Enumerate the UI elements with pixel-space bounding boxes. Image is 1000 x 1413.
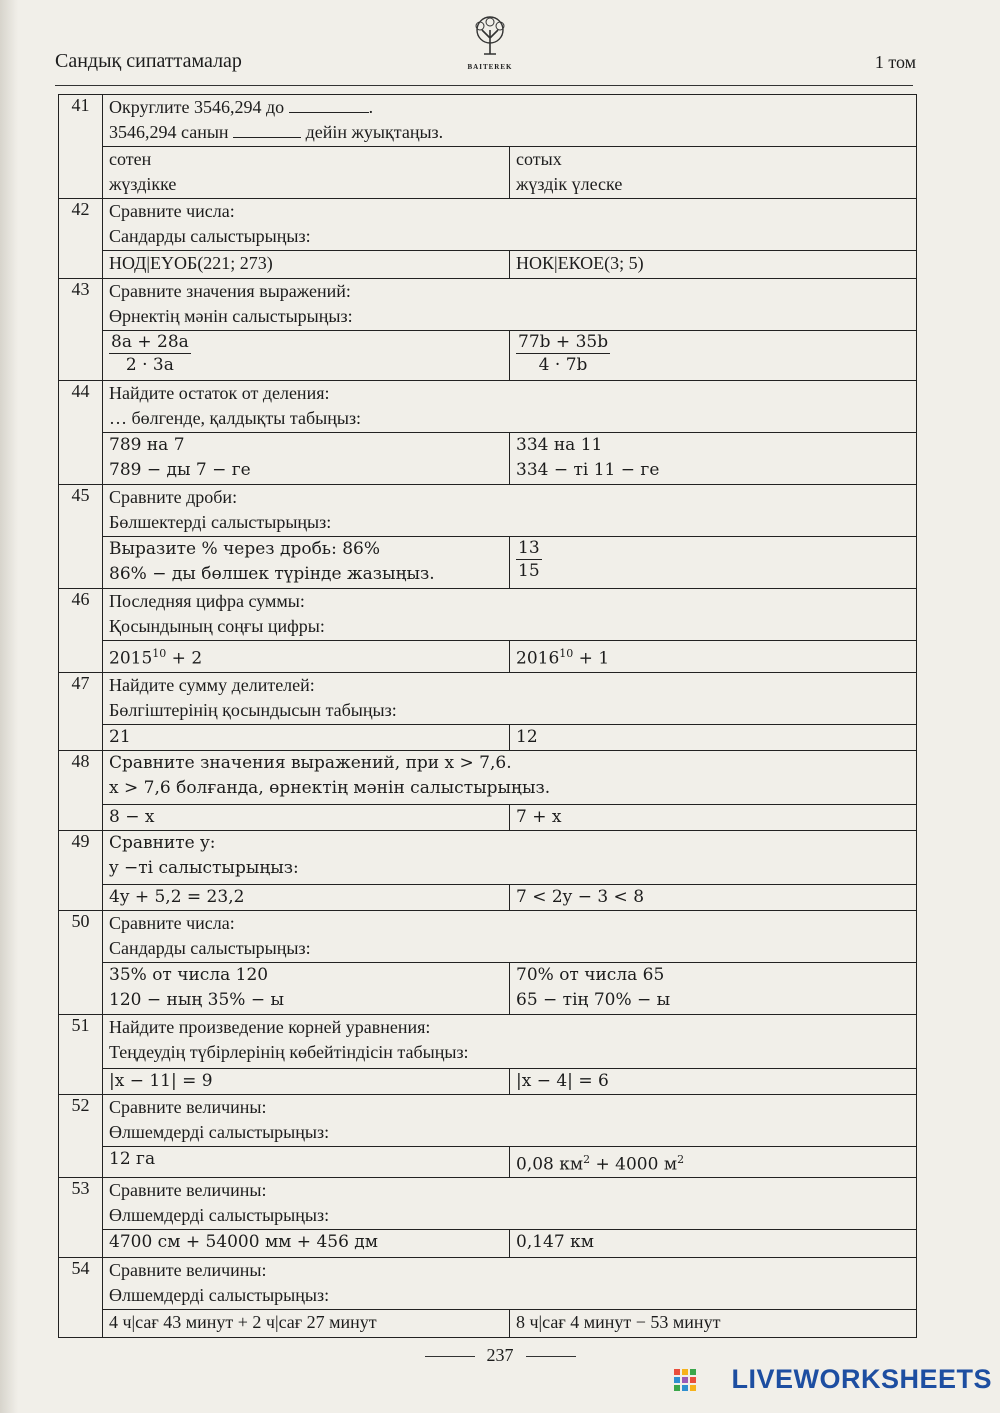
option-text: 86% − ды бөлшек түрінде жазыңыз. <box>109 564 435 584</box>
task-number: 50 <box>59 910 103 1014</box>
task-question <box>103 95 917 147</box>
question-text: … бөлгенде, қалдықты табыңыз: <box>109 408 362 428</box>
task-row <box>59 750 917 804</box>
task-options <box>59 1146 917 1178</box>
question-text: Сравните величины: <box>109 1180 267 1201</box>
task-question <box>103 1178 917 1230</box>
question-text: Өлшемдерді салыстырыңыз: <box>109 1285 330 1306</box>
answer-blank[interactable] <box>233 137 301 138</box>
task-row <box>59 830 917 884</box>
option-right: НОК|ЕКОЕ(3; 5) <box>510 251 917 279</box>
option-right <box>510 962 917 1014</box>
option-right <box>510 433 917 485</box>
task-number: 52 <box>59 1094 103 1178</box>
option-right <box>510 641 917 673</box>
task-options <box>59 433 917 485</box>
task-question <box>103 1258 917 1310</box>
exponent: 2 <box>583 1152 591 1166</box>
question-text: Өлшемдерді салыстырыңыз: <box>109 1205 330 1226</box>
task-row <box>59 1094 917 1146</box>
fraction <box>516 537 542 582</box>
task-question <box>103 910 917 962</box>
option-right: 8 ч|сағ 4 минут − 53 минут <box>510 1310 917 1338</box>
denominator: 2 · 3a <box>125 355 174 375</box>
option-left: |x − 11| = 9 <box>103 1068 510 1094</box>
task-options <box>59 724 917 750</box>
question-text: 3546,294 санын <box>109 122 229 142</box>
task-row <box>59 1014 917 1068</box>
task-options <box>59 804 917 830</box>
option-left: 21 <box>103 724 510 750</box>
task-options <box>59 1230 917 1258</box>
question-text: Найдите произведение корней уравнения: <box>109 1016 431 1037</box>
volume-label: 1 том <box>874 52 916 72</box>
option-text: сотых <box>516 149 562 169</box>
numerator: 77b + 35b <box>518 332 609 352</box>
option-text: 65 − тің 70% − ы <box>516 989 671 1010</box>
option-left <box>103 962 510 1014</box>
option-left: 4 ч|сағ 43 минут + 2 ч|сағ 27 минут <box>103 1310 510 1338</box>
option-text: 334 на 11 <box>516 435 603 455</box>
option-text: жүздік үлеске <box>516 174 623 194</box>
page-edge-shadow <box>0 0 18 1413</box>
task-question <box>103 381 917 433</box>
task-options <box>59 251 917 279</box>
baiterek-logo <box>455 14 525 71</box>
question-text: . <box>368 97 374 117</box>
task-row <box>59 485 917 537</box>
option-right <box>510 331 917 381</box>
page-number: 237 <box>486 1345 514 1365</box>
question-text: Өлшемдерді салыстырыңыз: <box>109 1121 330 1142</box>
option-right: 7 < 2y − 3 < 8 <box>510 884 917 910</box>
question-text: Сандарды салыстырыңыз: <box>109 226 311 246</box>
numerator: 8a + 28a <box>111 332 189 352</box>
task-row <box>59 199 917 251</box>
option-text: 35% от числа 120 <box>109 964 269 985</box>
book-title: Сандық сипаттамалар <box>55 50 242 72</box>
task-question <box>103 750 917 804</box>
question-text: Последняя цифра суммы: <box>109 591 305 611</box>
option-left <box>103 537 510 589</box>
task-number: 48 <box>59 750 103 830</box>
task-question <box>103 672 917 724</box>
answer-blank[interactable] <box>289 112 369 113</box>
task-options <box>59 884 917 910</box>
denominator: 15 <box>518 561 540 581</box>
option-text: 120 − ның 35% − ы <box>109 989 285 1010</box>
question-text: Теңдеудің түбірлерінің көбейтіндісін табыңыз: <box>109 1041 469 1062</box>
option-left: 12 га <box>103 1146 510 1178</box>
option-right <box>510 537 917 589</box>
option-right: |x − 4| = 6 <box>510 1068 917 1094</box>
task-question <box>103 1014 917 1068</box>
task-row <box>59 589 917 641</box>
page-footer <box>0 1345 1000 1366</box>
task-question <box>103 485 917 537</box>
option-left <box>103 147 510 199</box>
question-text: Сравните значения выражений: <box>109 281 351 301</box>
question-text: Сравните дроби: <box>109 487 238 507</box>
question-text: Сравните значения выражений, при x > 7,6. <box>109 752 512 773</box>
task-number: 44 <box>59 381 103 485</box>
task-row <box>59 279 917 331</box>
task-options <box>59 537 917 589</box>
task-options <box>59 1310 917 1338</box>
question-text: Найдите сумму делителей: <box>109 674 315 695</box>
option-right <box>510 1146 917 1178</box>
option-left: 4700 см + 54000 мм + 456 дм <box>103 1230 510 1258</box>
option-text: 70% от числа 65 <box>516 964 665 985</box>
page-header <box>55 40 916 80</box>
question-text: Найдите остаток от деления: <box>109 383 330 403</box>
exponent: 2 <box>677 1152 685 1166</box>
task-number: 46 <box>59 589 103 673</box>
task-question <box>103 830 917 884</box>
question-text: Сравните величины: <box>109 1096 267 1117</box>
fraction <box>516 331 610 376</box>
question-text: x > 7,6 болғанда, өрнектің мәнін салыстырыңыз. <box>109 777 551 798</box>
watermark: LIVEWORKSHEETS <box>731 1364 992 1394</box>
task-number: 43 <box>59 279 103 381</box>
exponent: 10 <box>152 647 167 660</box>
question-text: дейін жуықтаңыз. <box>305 122 444 142</box>
option-text: 2016 <box>516 648 560 669</box>
task-question <box>103 1094 917 1146</box>
option-text: 789 на 7 <box>109 435 185 455</box>
footer-dash <box>526 1356 576 1357</box>
question-text: Сравните числа: <box>109 201 235 221</box>
question-text: Сравните величины: <box>109 1260 267 1281</box>
task-number: 47 <box>59 672 103 750</box>
task-number: 53 <box>59 1178 103 1258</box>
liveworksheets-logo-icon <box>674 1369 696 1393</box>
question-text: y −ті салыстырыңыз: <box>109 857 299 878</box>
task-row <box>59 910 917 962</box>
option-left: НОД|ЕҮОБ(221; 273) <box>103 251 510 279</box>
exponent: 10 <box>559 647 574 660</box>
footer-dash <box>425 1356 475 1357</box>
tree-icon <box>468 14 512 58</box>
option-right: 12 <box>510 724 917 750</box>
task-question <box>103 279 917 331</box>
option-text: сотен <box>109 149 152 169</box>
option-text: жүздікке <box>109 174 177 194</box>
tasks-table <box>58 94 917 1338</box>
task-options <box>59 962 917 1014</box>
task-row <box>59 672 917 724</box>
task-question <box>103 589 917 641</box>
question-text: Сравните числа: <box>109 912 235 933</box>
numerator: 13 <box>518 538 540 558</box>
logo-text: BAITEREK <box>467 63 513 71</box>
task-row <box>59 381 917 433</box>
option-text: 2015 <box>109 648 153 669</box>
task-options <box>59 1068 917 1094</box>
task-row <box>59 1178 917 1230</box>
option-right: 0,147 км <box>510 1230 917 1258</box>
option-left <box>103 641 510 673</box>
option-text: + 2 <box>166 648 203 669</box>
option-right <box>510 147 917 199</box>
option-left <box>103 433 510 485</box>
task-options <box>59 641 917 673</box>
option-text: + 1 <box>573 648 610 669</box>
option-left <box>103 331 510 381</box>
question-text: Сандарды салыстырыңыз: <box>109 937 311 958</box>
task-row <box>59 1258 917 1310</box>
fraction <box>109 331 191 376</box>
question-text: Бөлгіштерінің қосындысын табыңыз: <box>109 699 397 720</box>
task-number: 42 <box>59 199 103 279</box>
question-text: Округлите 3546,294 до <box>109 97 285 117</box>
option-text: + 4000 м <box>590 1154 678 1175</box>
task-number: 49 <box>59 830 103 910</box>
task-question <box>103 199 917 251</box>
option-text: 0,08 км <box>516 1154 584 1175</box>
option-text: 334 − ті 11 − ге <box>516 460 660 480</box>
denominator: 4 · 7b <box>538 355 588 375</box>
task-options <box>59 331 917 381</box>
question-text: Өрнектің мәнін салыстырыңыз: <box>109 306 353 326</box>
option-left: 8 − x <box>103 804 510 830</box>
task-number: 54 <box>59 1258 103 1338</box>
task-number: 45 <box>59 485 103 589</box>
option-text: 789 − ды 7 − ге <box>109 460 251 480</box>
question-text: Бөлшектерді салыстырыңыз: <box>109 512 332 532</box>
task-options <box>59 147 917 199</box>
question-text: Қосындының соңғы цифры: <box>109 616 325 636</box>
option-left: 4y + 5,2 = 23,2 <box>103 884 510 910</box>
header-divider <box>55 85 913 86</box>
option-text: Выразите % через дробь: 86% <box>109 539 380 559</box>
task-row <box>59 95 917 147</box>
option-right: 7 + x <box>510 804 917 830</box>
task-number: 51 <box>59 1014 103 1094</box>
task-number: 41 <box>59 95 103 199</box>
question-text: Сравните y: <box>109 832 216 853</box>
